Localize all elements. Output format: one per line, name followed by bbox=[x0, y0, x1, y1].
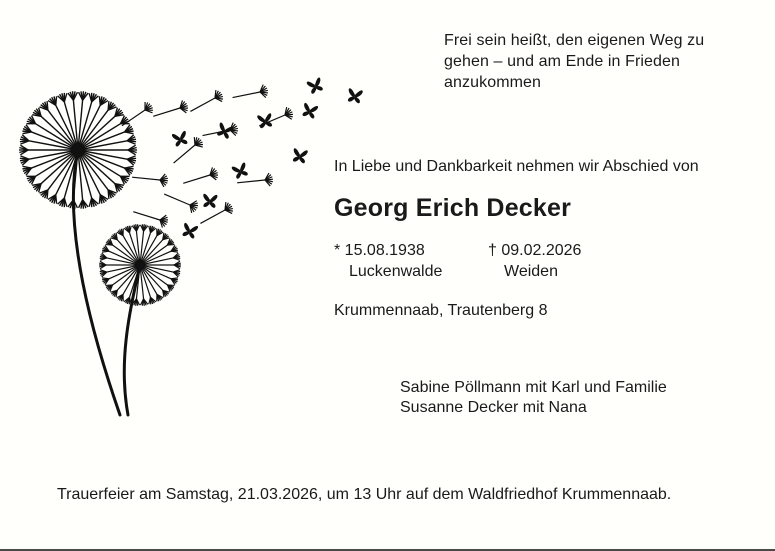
ceremony-info: Trauerfeier am Samstag, 21.03.2026, um 13 Uhr auf dem Waldfriedhof Krummennaab. bbox=[57, 486, 672, 503]
address: Krummennaab, Trautenberg 8 bbox=[334, 302, 548, 319]
birth-place: Luckenwalde bbox=[349, 263, 443, 280]
flying-seeds bbox=[122, 85, 293, 228]
dandelion-butterflies-icon bbox=[10, 70, 370, 430]
death-date: † 09.02.2026 bbox=[488, 242, 582, 259]
mourner-entry: Sabine Pöllmann mit Karl und Familie bbox=[400, 379, 667, 396]
death-place: Weiden bbox=[504, 263, 558, 280]
birth-date: * 15.08.1938 bbox=[334, 242, 425, 259]
quote bbox=[444, 30, 744, 93]
mourners-list bbox=[400, 378, 667, 418]
quote-line: Frei sein heißt, den eigenen Weg zu bbox=[444, 32, 705, 49]
mourner-entry: Susanne Decker mit Nana bbox=[400, 399, 587, 416]
quote-line: gehen – und am Ende in Frieden bbox=[444, 53, 681, 70]
quote-line: anzukommen bbox=[444, 74, 542, 91]
birth-info bbox=[334, 240, 442, 282]
deceased-name: Georg Erich Decker bbox=[334, 194, 572, 222]
farewell-intro: In Liebe und Dankbarkeit nehmen wir Abschied von bbox=[334, 158, 699, 175]
death-info bbox=[488, 240, 581, 282]
